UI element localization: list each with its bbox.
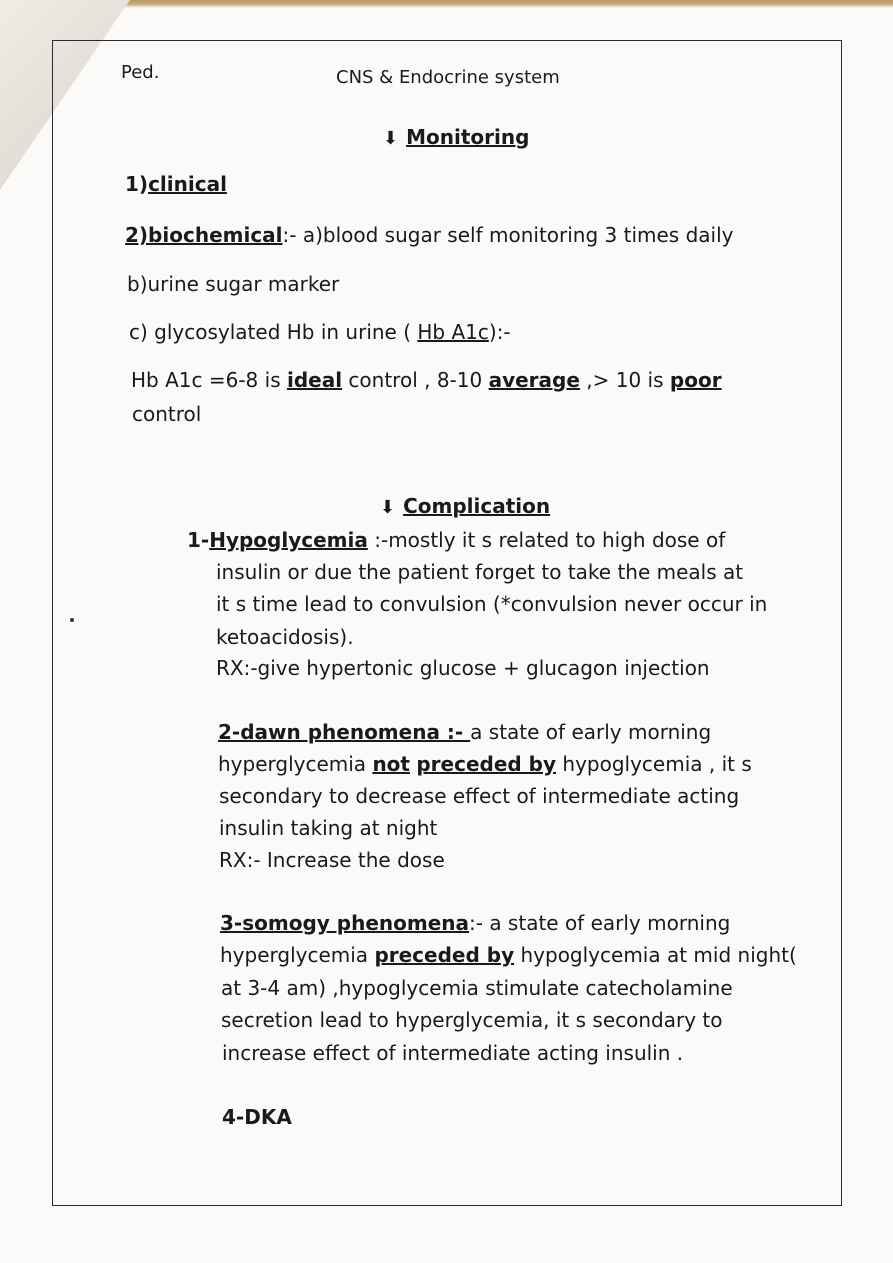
hypoglycemia-number: 1- — [187, 528, 210, 552]
hypoglycemia-label: Hypoglycemia — [209, 528, 368, 552]
biochemical-label: 2)biochemical — [125, 223, 283, 247]
somogy-line-5: increase effect of intermediate acting insulin . — [222, 1041, 684, 1065]
hypoglycemia-line-4: ketoacidosis). — [216, 625, 354, 649]
glyco-prefix: c) glycosylated Hb in urine ( — [129, 320, 412, 344]
down-arrow-icon: ⬇ — [380, 497, 396, 518]
dawn-not: not — [372, 752, 410, 776]
hba1c-line — [131, 368, 722, 392]
somogy-line-3: at 3-4 am) ,hypoglycemia stimulate catecholamine — [221, 976, 733, 1000]
dka-label: 4-DKA — [222, 1105, 292, 1129]
header-title: CNS & Endocrine system — [336, 67, 560, 88]
dawn-line-3: secondary to decrease effect of intermediate acting — [219, 784, 740, 808]
hypoglycemia-rx: RX:-give hypertonic glucose + glucagon injection — [216, 656, 710, 680]
hba1c-prefix: Hb A1c =6-8 is — [131, 368, 287, 392]
glyco-hba1c: Hb A1c — [417, 320, 489, 344]
somogy-text: :- a state of early morning — [469, 911, 731, 935]
dawn-text: a state of early morning — [470, 720, 712, 744]
dawn-rx: RX:- Increase the dose — [219, 848, 445, 872]
dawn-line2-a: hyperglycemia — [218, 752, 373, 776]
hba1c-mid1: control , 8-10 — [342, 368, 489, 392]
biochemical-line — [125, 223, 733, 247]
down-arrow-icon: ⬇ — [383, 128, 399, 149]
hba1c-ideal: ideal — [286, 368, 343, 392]
somogy-line-2 — [220, 943, 797, 967]
urine-sugar-line: b)urine sugar marker — [127, 272, 340, 296]
hba1c-poor: poor — [669, 368, 722, 392]
glycosylated-line — [129, 320, 511, 344]
hypoglycemia-text: :-mostly it s related to high dose of — [367, 528, 726, 552]
complication-heading: Complication — [403, 494, 551, 518]
header-left: Ped. — [121, 62, 160, 83]
dawn-label: 2-dawn phenomena :- — [218, 720, 471, 744]
hypoglycemia-line-1 — [187, 528, 725, 552]
somogy-preceded-by: preceded by — [374, 943, 515, 967]
somogy-line2-a: hyperglycemia — [220, 943, 375, 967]
complication-heading-row — [380, 494, 550, 519]
somogy-label: 3-somogy phenomena — [220, 911, 469, 935]
dawn-preceded-by: preceded by — [416, 752, 557, 776]
clinical-number: 1) — [125, 172, 149, 196]
clinical-line — [125, 172, 227, 196]
monitoring-heading: Monitoring — [406, 125, 530, 149]
monitoring-heading-row — [383, 125, 529, 150]
hypoglycemia-line-3: it s time lead to convulsion (*convulsion never occur in — [216, 592, 768, 616]
dawn-line-1 — [218, 720, 711, 744]
hypoglycemia-line-2: insulin or due the patient forget to take the meals at — [216, 560, 744, 584]
somogy-line-1 — [220, 911, 730, 935]
clinical-label: clinical — [148, 172, 227, 196]
stray-mark — [70, 618, 74, 622]
biochemical-text: :- a)blood sugar self monitoring 3 times daily — [282, 223, 734, 247]
somogy-line2-b: hypoglycemia at mid night( — [514, 943, 797, 967]
dawn-line-4: insulin taking at night — [219, 816, 438, 840]
dawn-line-2 — [218, 752, 752, 776]
dawn-line2-b: hypoglycemia , it s — [556, 752, 752, 776]
hba1c-control-line: control — [132, 402, 202, 426]
hba1c-average: average — [488, 368, 580, 392]
hba1c-mid2: ,> 10 is — [579, 368, 670, 392]
somogy-line-4: secretion lead to hyperglycemia, it s secondary to — [221, 1008, 723, 1032]
glyco-suffix: ):- — [488, 320, 511, 344]
